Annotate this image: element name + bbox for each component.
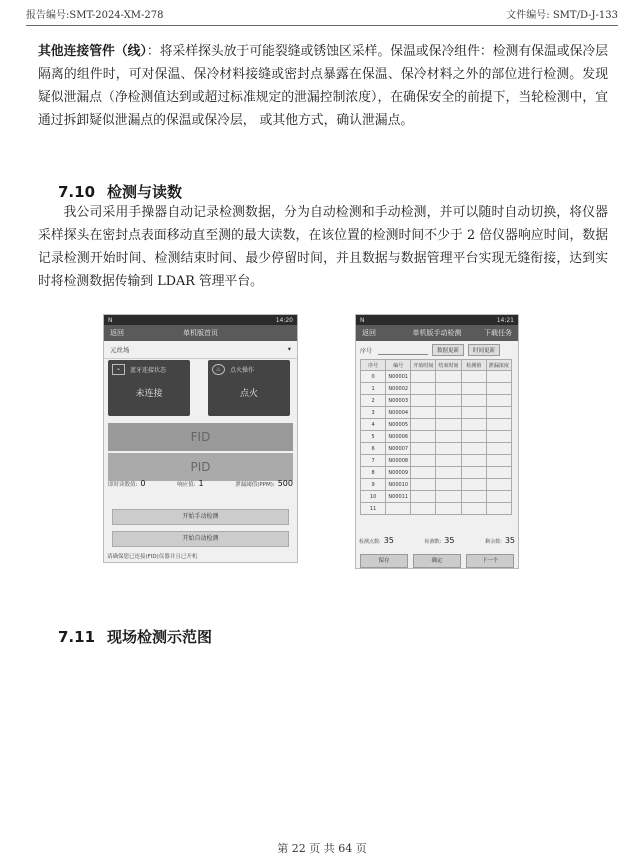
table-cell (461, 431, 486, 443)
table-cell (461, 467, 486, 479)
table-cell (461, 407, 486, 419)
table-cell: N00001 (386, 371, 411, 383)
table-row (361, 467, 512, 479)
download-task-button: 下载任务 (484, 329, 512, 337)
table-row (361, 419, 512, 431)
table-cell (411, 503, 436, 515)
table-cell: N00011 (386, 491, 411, 503)
table-cell: 3 (361, 407, 386, 419)
table-cell (486, 431, 511, 443)
table-cell (486, 491, 511, 503)
table-cell: N00002 (386, 383, 411, 395)
pid-button: PID (108, 453, 293, 481)
table-cell (436, 467, 461, 479)
table-cell (411, 491, 436, 503)
column-header: 开始时间 (411, 360, 436, 371)
section-title: 现场检测示范图 (107, 628, 213, 646)
table-cell (436, 383, 461, 395)
site-dropdown: 元丝场 ▾ (104, 341, 297, 359)
table-cell: 8 (361, 467, 386, 479)
file-number: 文件编号: SMT/D-J-133 (506, 10, 618, 21)
table-cell (486, 503, 511, 515)
column-header: 结束时间 (436, 360, 461, 371)
table-row (361, 479, 512, 491)
table-cell: N00004 (386, 407, 411, 419)
table-cell (411, 371, 436, 383)
back-button: 返回 (110, 329, 124, 337)
chevron-down-icon: ▾ (287, 345, 291, 353)
table-cell (436, 503, 461, 515)
column-header: 检测值 (461, 360, 486, 371)
phone-screenshot-home (103, 314, 298, 563)
paragraph-connectors (38, 40, 608, 132)
table-cell: 6 (361, 443, 386, 455)
table-cell (436, 419, 461, 431)
table-cell (486, 407, 511, 419)
table-cell (436, 491, 461, 503)
table-cell (461, 455, 486, 467)
table-row (361, 443, 512, 455)
table-cell (411, 431, 436, 443)
save-button: 保存 (360, 554, 408, 568)
report-number: 报告编号:SMT-2024-XM-278 (26, 10, 164, 21)
table-cell (461, 491, 486, 503)
auto-detect-button: 开始自动检测 (112, 531, 289, 547)
table-cell: 0 (361, 371, 386, 383)
column-header: 编号 (386, 360, 411, 371)
table-row (361, 431, 512, 443)
table-cell: 10 (361, 491, 386, 503)
ignite-card: ♨ 点火操作 点火 (208, 360, 290, 416)
table-cell (436, 407, 461, 419)
connection-note: 请确保您已连接(FID)仪器并且已开机 (107, 554, 198, 560)
fid-button: FID (108, 423, 293, 451)
back-button: 返回 (362, 329, 376, 337)
table-cell (411, 407, 436, 419)
table-row (361, 503, 512, 515)
paragraph-lead: 其他连接管件（线） (38, 44, 147, 59)
flame-icon: ♨ (212, 364, 225, 375)
table-cell (486, 467, 511, 479)
table-cell: 11 (361, 503, 386, 515)
table-row (361, 407, 512, 419)
phone-screenshot-manual (355, 314, 519, 569)
serial-input (378, 346, 428, 355)
table-cell (461, 383, 486, 395)
paragraph-text: ：将采样探头放于可能裂缝或锈蚀区采样。保温或保冷组件：检测有保温或保冷层隔离的组件时，可对保温、保冷材料接缝或密封点暴露在保温、保冷材料之外的部位进行检测。发现疑似泄漏点（净检测值达到或超过标准规定的泄漏控制浓度），在确保安全的前提下，当轮检测中，宜通过拆卸疑似泄漏点的保温或保冷层， 或其他方式，确认泄漏点。 (38, 44, 609, 128)
status-bar: N 14:20 (104, 315, 297, 325)
page-header (26, 6, 618, 26)
table-cell (436, 431, 461, 443)
column-header: 泄漏浓度 (486, 360, 511, 371)
table-cell (486, 383, 511, 395)
table-cell (461, 443, 486, 455)
table-cell (436, 479, 461, 491)
table-cell: 1 (361, 383, 386, 395)
table-cell (411, 443, 436, 455)
page-footer: 第 22 页 共 64 页 (277, 842, 367, 855)
table-cell (486, 371, 511, 383)
section-title: 检测与读数 (107, 183, 183, 201)
table-cell (436, 455, 461, 467)
table-cell (486, 443, 511, 455)
table-cell (486, 419, 511, 431)
table-cell: N00003 (386, 395, 411, 407)
table-row (361, 395, 512, 407)
table-row (361, 371, 512, 383)
section-number: 7.11 (58, 628, 96, 646)
table-cell: N00007 (386, 443, 411, 455)
next-button: 下一个 (466, 554, 514, 568)
sync-button: 数据更新 (432, 344, 464, 356)
table-cell: 7 (361, 455, 386, 467)
section-heading-7-10 (58, 181, 182, 202)
table-cell (461, 479, 486, 491)
table-row (361, 491, 512, 503)
table-cell (436, 371, 461, 383)
section-number: 7.10 (58, 183, 96, 201)
table-cell (411, 395, 436, 407)
table-cell: 9 (361, 479, 386, 491)
table-cell (486, 479, 511, 491)
table-cell: 4 (361, 419, 386, 431)
refresh-button: 时间更新 (468, 344, 500, 356)
table-row (361, 383, 512, 395)
table-cell (386, 503, 411, 515)
table-cell: 5 (361, 431, 386, 443)
status-bar: N 14:21 (356, 315, 518, 325)
table-cell (411, 479, 436, 491)
ok-button: 确定 (413, 554, 461, 568)
table-cell (461, 371, 486, 383)
manual-detect-button: 开始手动检测 (112, 509, 289, 525)
stats-row: 检测点数: 35 检测数: 35 剩余数: 35 (359, 536, 515, 545)
table-cell: N00005 (386, 419, 411, 431)
table-cell (461, 503, 486, 515)
paragraph-detection: 我公司采用手操器自动记录检测数据，分为自动检测和手动检测，并可以随时自动切换，将仪器采样探头在密封点表面移动直至测的最大读数，在该位置的检测时间不少于 2 倍仪器响应时间，数据记录检测开始时间、检测结束时间、最少停留时间，并且数据与数据管理平台实现无缝衔接，达到实时将检测数据传输到 LDAR 管理平台。 (38, 205, 608, 289)
readings-row: 即时读数值: 0 响应值: 1 泄漏阈值(PPM): 500 (108, 479, 293, 488)
table-cell: N00006 (386, 431, 411, 443)
table-cell (461, 419, 486, 431)
column-header: 序号 (361, 360, 386, 371)
screen-title: 单机版首页 (183, 329, 218, 337)
table-cell (436, 395, 461, 407)
table-cell: N00010 (386, 479, 411, 491)
table-cell: N00008 (386, 455, 411, 467)
table-cell: 2 (361, 395, 386, 407)
table-cell (486, 455, 511, 467)
app-bar (104, 325, 297, 341)
section-heading-7-11 (58, 626, 212, 647)
app-bar (356, 325, 518, 341)
table-cell (486, 395, 511, 407)
table-cell (461, 395, 486, 407)
table-cell (411, 419, 436, 431)
search-row: 序号 数据更新 时间更新 (356, 341, 518, 359)
bluetooth-card: ⌁ 蓝牙连接状态 未连接 (108, 360, 190, 416)
table-cell (411, 383, 436, 395)
table-row (361, 455, 512, 467)
table-cell (411, 455, 436, 467)
table-cell (436, 443, 461, 455)
bluetooth-icon: ⌁ (112, 364, 125, 375)
action-buttons (360, 554, 514, 568)
table-cell: N00009 (386, 467, 411, 479)
table-cell (411, 467, 436, 479)
records-table (360, 359, 512, 515)
screen-title: 单机版手动检测 (412, 329, 462, 337)
